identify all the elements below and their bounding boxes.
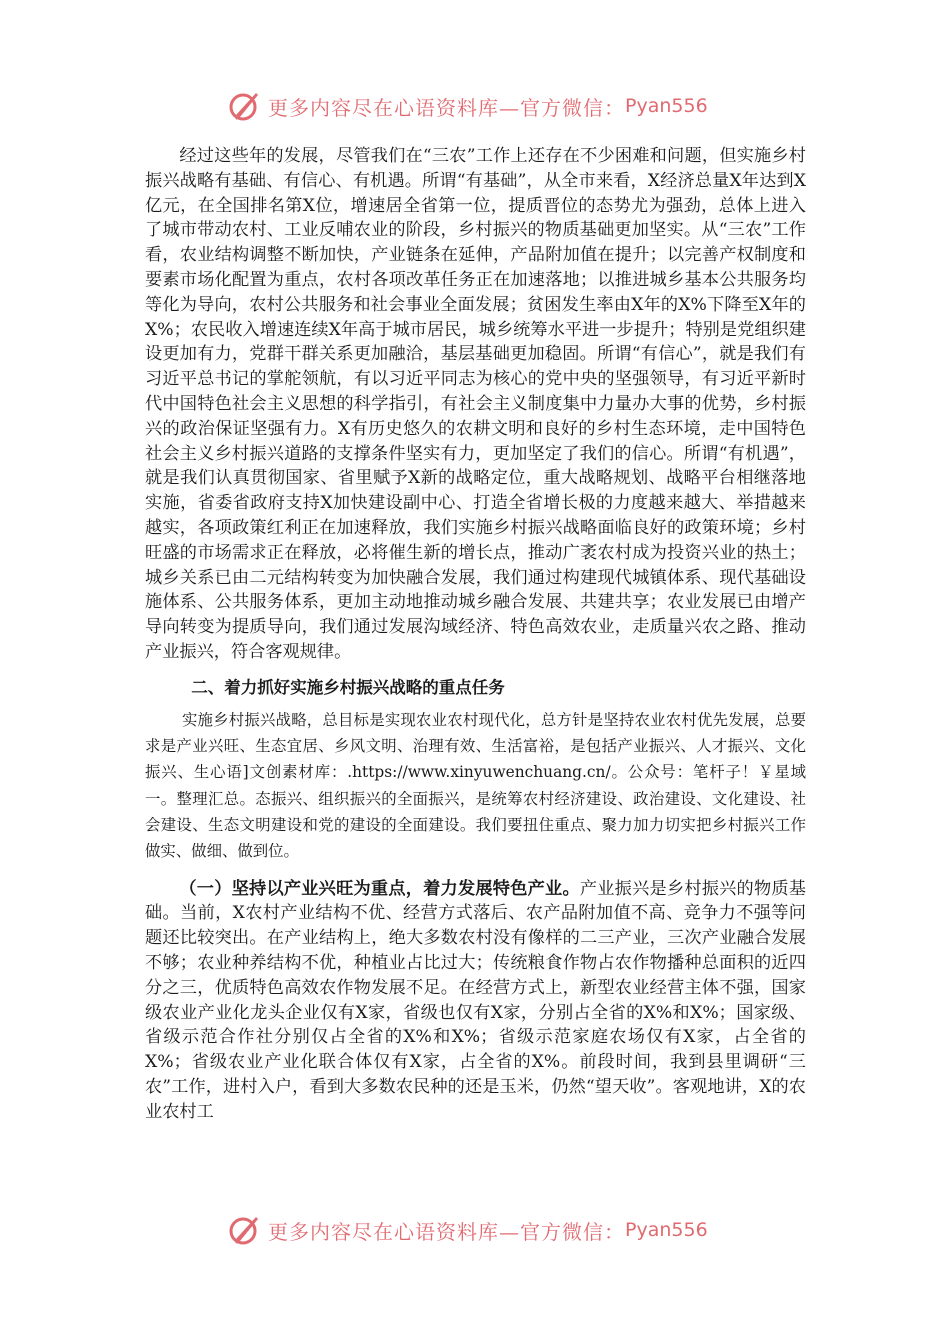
watermark-banner-top: [228, 86, 728, 126]
quill-logo-icon: [228, 89, 262, 123]
paragraph-industry: [145, 877, 806, 1125]
watermark-text: 更多内容尽在心语资料库—官方微信：: [268, 95, 625, 120]
watermark-text: 更多内容尽在心语资料库—官方微信：: [268, 1219, 625, 1244]
paragraph-foundation: 经过这些年的发展，尽管我们在“三农”工作上还存在不少困难和问题，但实施乡村振兴战略有基础、有信心、有机遇。所谓“有基础”，从全市来看，X经济总量X年达到X亿元，在全国排名第X位，增速居全省第一位，提质晋位的态势尤为强劲，总体上进入了城市带动农村、工业反哺农业的阶段，乡村振兴的物质基础更加坚实。从“三农”工作看，农业结构调整不断加快，产业链条在延伸，产品附加值在提升；以完善产权制度和要素市场化配置为重点，农村各项改革任务正在加速落地；以推进城乡基本公共服务均等化为导向，农村公共服务和社会事业全面发展；贫困发生率由X年的X%下降至X年的X%；农民收入增速连续X年高于城市居民，城乡统筹水平进一步提升；特别是党组织建设更加有力，党群干群关系更加融洽，基层基础更加稳固。所谓“有信心”，就是我们有习近平总书记的掌舵领航，有以习近平同志为核心的党中央的坚强领导，有习近平新时代中国特色社会主义思想的科学指引，有社会主义制度集中力量办大事的优势，乡村振兴的政治保证坚强有力。X有历史悠久的农耕文明和良好的乡村生态环境，走中国特色社会主义乡村振兴道路的支撑条件坚实有力，更加坚定了我们的信心。所谓“有机遇”，就是我们认真贯彻国家、省里赋予X新的战略定位，重大战略规划、战略平台相继落地实施，省委省政府支持X加快建设副中心、打造全省增长极的力度越来越大、举措越来越实，各项政策红利正在加速释放，我们实施乡村振兴战略面临良好的政策环境；乡村旺盛的市场需求正在释放，必将催生新的增长点，推动广袤农村成为投资兴业的热土；城乡关系已由二元结构转变为加快融合发展，我们通过构建现代城镇体系、现代基础设施体系、公共服务体系，更加主动地推动城乡融合发展、共建共享；农业发展已由增产导向转变为提质导向，我们通过发展沟域经济、特色高效农业，走质量兴农之路、推动产业振兴，符合客观规律。: [145, 146, 806, 662]
quill-logo-icon: [228, 1213, 262, 1247]
paragraph-industry-lead: （一）坚持以产业兴旺为重点，着力发展特色产业。: [179, 878, 580, 899]
paragraph-industry-body: 产业振兴是乡村振兴的物质基础。当前，X农村产业结构不优、经营方式落后、农产品附加值不高、竞争力不强等问题还比较突出。在产业结构上，绝大多数农村没有像样的二三产业，三次产业融合发展不够；农业种养结构不优，种植业占比过大；传统粮食作物占农作物播种总面积的近四分之三，优质特色高效农作物发展不足。在经营方式上，新型农业经营主体不强，国家级农业产业化龙头企业仅有X家，省级也仅有X家，分别占全省的X%和X%；国家级、省级示范合作社分别仅占全省的X%和X%；省级示范家庭农场仅有X家，占全省的X%；省级农业产业化联合体仅有X家，占全省的X%。前段时间，我到县里调研“三农”工作，进村入户，看到大多数农民种的还是玉米，仍然“望天收”。客观地讲，X的农业农村工: [145, 878, 806, 1122]
document-body: [145, 144, 806, 1124]
watermark-banner-bottom: [228, 1210, 728, 1250]
watermark-code: Pyan556: [625, 95, 708, 117]
watermark-code: Pyan556: [625, 1219, 708, 1241]
section-heading: 二、着力抓好实施乡村振兴战略的重点任务: [191, 677, 505, 697]
paragraph-key-tasks: 实施乡村振兴战略，总目标是实现农业农村现代化，总方针是坚持农业农村优先发展，总要求是产业兴旺、生态宜居、乡风文明、治理有效、生活富裕，是包括产业振兴、人才振兴、文化振兴、生心语]文创素材库：.https://www.xinyuwenchuang.cn/。公众号：笔杆子！￥星域一。整理汇总。态振兴、组织振兴的全面振兴，是统筹农村经济建设、政治建设、文化建设、社会建设、生态文明建设和党的建设的全面建设。我们要扭住重点、聚力加力切实把乡村振兴工作做实、做细、做到位。: [145, 710, 806, 861]
